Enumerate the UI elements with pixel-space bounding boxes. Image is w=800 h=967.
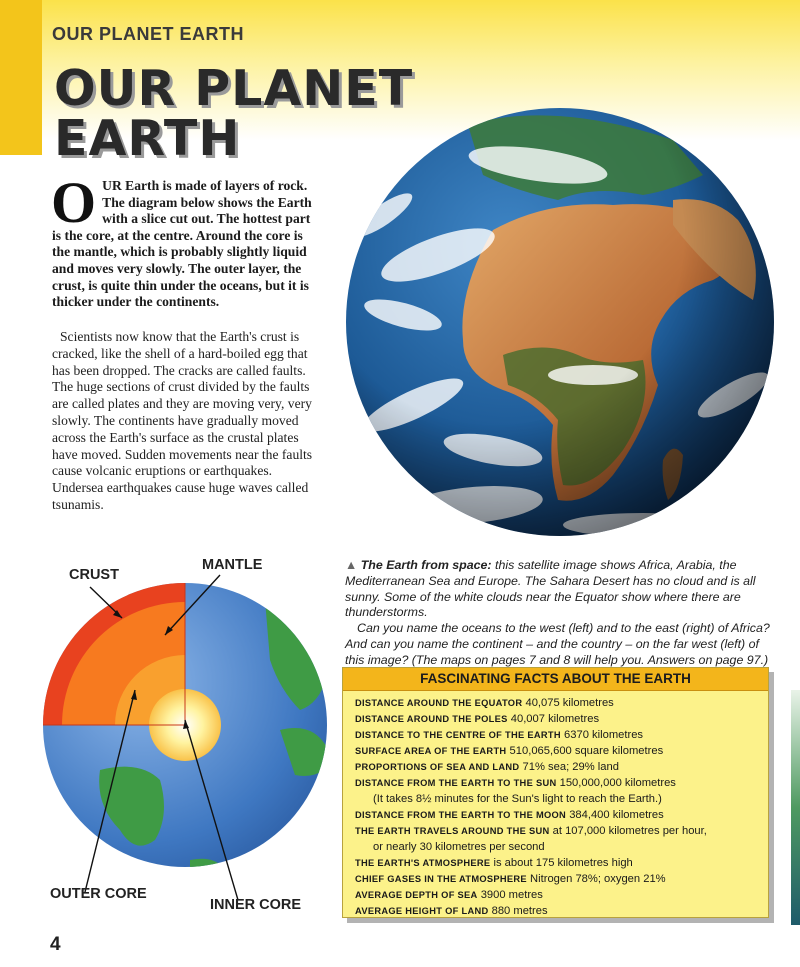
fact-label: PROPORTIONS OF SEA AND LAND xyxy=(355,762,520,772)
facts-list xyxy=(343,691,768,919)
label-crust: CRUST xyxy=(69,567,119,583)
intro-paragraph xyxy=(51,170,322,311)
fact-item xyxy=(355,807,768,823)
page-title-line-2: EARTH xyxy=(54,110,241,167)
fact-item xyxy=(355,855,768,871)
caption-text-2: Can you name the oceans to the west (left) and to the east (right) of Africa? And can you name the continent – and the country – on the far west (left) of this image? (The maps on pages 7 and 8 will help you. Answers on page 97.) xyxy=(345,621,770,667)
label-mantle: MANTLE xyxy=(202,557,263,573)
fact-item xyxy=(355,871,768,887)
fact-label: DISTANCE AROUND THE EQUATOR xyxy=(355,698,523,708)
drop-cap: O xyxy=(51,170,97,235)
intro-text: UR Earth is made of layers of rock. The diagram below shows the Earth with a slice cut out. The hottest part is the core, at the centre. Around the core is the mantle, which is probably slightly liquid and moves very slowly. The outer layer, the crust, is quite thin under the oceans, but it is thicker under the continents. xyxy=(52,178,312,310)
fact-value: 71% sea; 29% land xyxy=(522,761,619,773)
page-edge-image xyxy=(791,690,800,925)
fact-value: 6370 kilometres xyxy=(564,729,644,741)
fact-label: DISTANCE FROM THE EARTH TO THE SUN xyxy=(355,778,557,788)
fact-item xyxy=(355,727,768,743)
fact-label: DISTANCE FROM THE EARTH TO THE MOON xyxy=(355,810,567,820)
fact-label: DISTANCE AROUND THE POLES xyxy=(355,714,508,724)
fact-item xyxy=(355,823,768,839)
facts-box xyxy=(342,667,769,918)
fact-value: 40,007 kilometres xyxy=(510,713,600,725)
fact-label: THE EARTH TRAVELS AROUND THE SUN xyxy=(355,826,550,836)
fact-item xyxy=(355,903,768,919)
fact-value: at 107,000 kilometres per hour, xyxy=(552,825,707,837)
fact-value: 40,075 kilometres xyxy=(525,697,614,709)
earth-layers-diagram xyxy=(40,540,340,940)
section-label: OUR PLANET EARTH xyxy=(52,24,244,44)
caption-text-1: this satellite image shows Africa, Arabia, the Mediterranean Sea and Europe. The Sahara Desert has no cloud and is all sunny. Some of the white clouds near the Equator show where there are thunderstorms. xyxy=(345,558,756,620)
label-inner-core: INNER CORE xyxy=(210,897,302,913)
fact-value: 150,000,000 kilometres xyxy=(559,777,676,789)
fact-item xyxy=(355,711,768,727)
fact-value: 3900 metres xyxy=(480,889,543,901)
fact-value: is about 175 kilometres high xyxy=(493,857,633,869)
fact-value: 880 metres xyxy=(491,905,548,917)
fact-item xyxy=(355,759,768,775)
facts-title: FASCINATING FACTS ABOUT THE EARTH xyxy=(343,668,768,691)
fact-value: 384,400 kilometres xyxy=(569,809,664,821)
fact-label: AVERAGE HEIGHT OF LAND xyxy=(355,906,489,916)
page-number: 4 xyxy=(50,934,61,955)
fact-item xyxy=(355,743,768,759)
fact-value: Nitrogen 78%; oxygen 21% xyxy=(530,873,666,885)
caption-triangle-icon: ▲ xyxy=(345,558,358,572)
earth-satellite-image xyxy=(343,105,777,539)
caption-lead: The Earth from space: xyxy=(360,558,492,572)
fact-label: THE EARTH'S ATMOSPHERE xyxy=(355,858,491,868)
fact-value: 510,065,600 square kilometres xyxy=(509,745,664,757)
fact-subtext: (It takes 8½ minutes for the Sun's light to reach the Earth.) xyxy=(373,793,662,805)
label-outer-core: OUTER CORE xyxy=(50,886,147,902)
fact-label: SURFACE AREA OF THE EARTH xyxy=(355,746,507,756)
fact-label: AVERAGE DEPTH OF SEA xyxy=(355,890,478,900)
left-color-bar xyxy=(0,0,42,155)
body-paragraph: Scientists now know that the Earth's crust is cracked, like the shell of a hard-boiled egg that has been dropped. The cracks are called faults. The huge sections of crust divided by the faults are called plates and they are moving very, very slowly. The continents have gradually moved across the Earth's surface as the crustal plates have moved. Sudden movements near the faults cause volcanic eruptions or earthquakes. Undersea earthquakes cause huge waves called tsunamis. xyxy=(52,329,313,512)
fact-label: CHIEF GASES IN THE ATMOSPHERE xyxy=(355,874,527,884)
fact-item xyxy=(355,887,768,903)
fact-item xyxy=(355,775,768,791)
fact-subtext: or nearly 30 kilometres per second xyxy=(373,841,545,853)
fact-item xyxy=(355,695,768,711)
fact-label: DISTANCE TO THE CENTRE OF THE EARTH xyxy=(355,730,561,740)
page-title-line-1: OUR PLANET xyxy=(54,60,414,117)
photo-caption xyxy=(345,558,770,669)
